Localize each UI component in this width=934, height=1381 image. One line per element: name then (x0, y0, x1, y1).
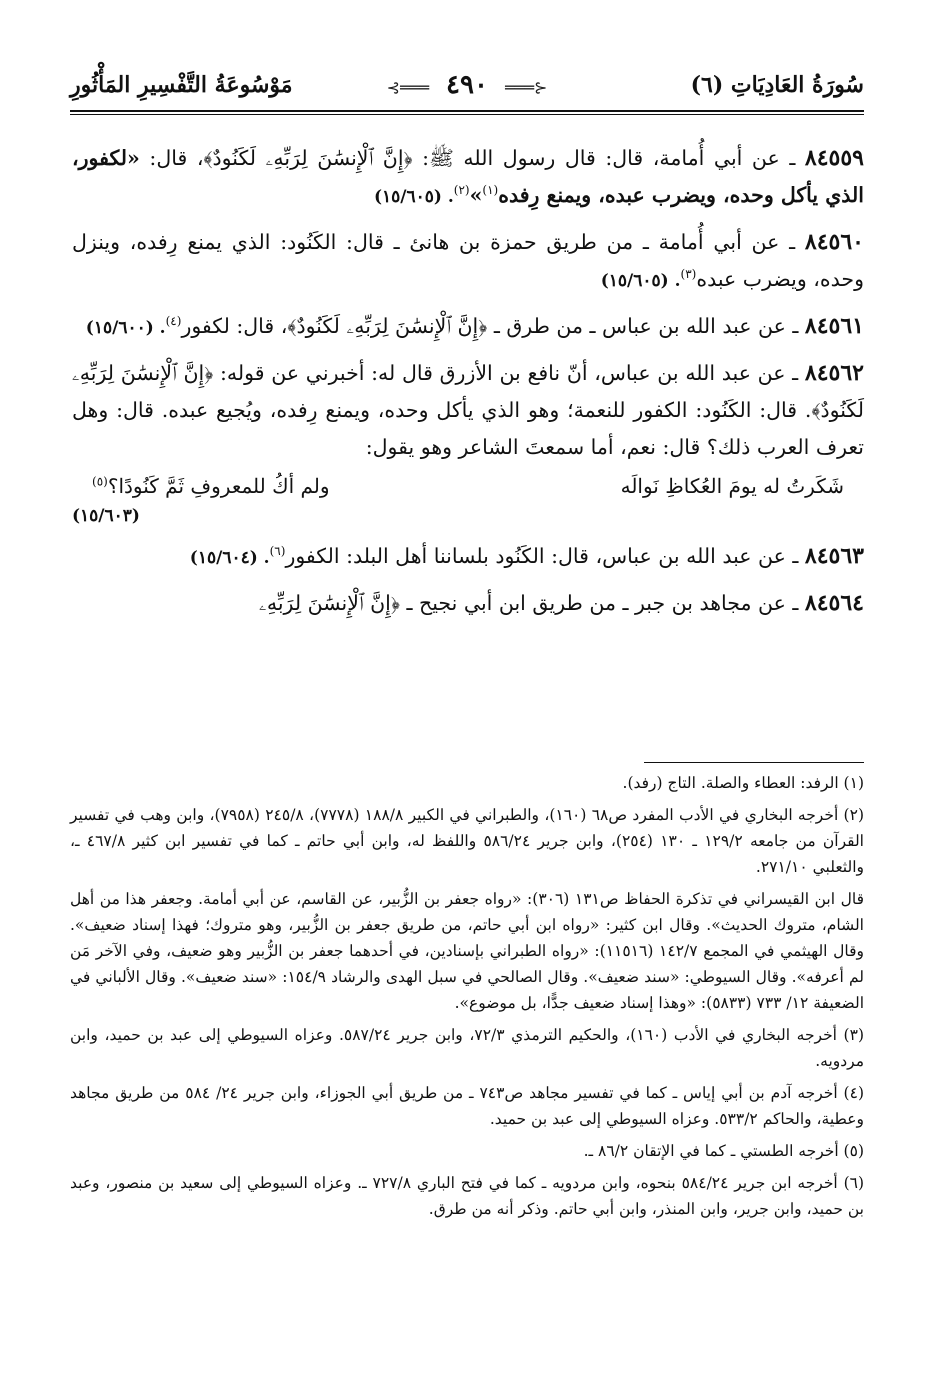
quran-verse: ﴿إِنَّ ٱلْإِنسَٰنَ لِرَبِّهِۦ (259, 591, 400, 615)
entry-text: ـ عن أبي أُمامة، قال: قال رسول الله ﷺ: (412, 146, 805, 170)
footnote-marker: (٥) (92, 474, 108, 489)
hadith-close: » (469, 183, 483, 207)
entry-number: ٨٤٥٦٠ (804, 229, 864, 255)
entry-text: ، قال: (139, 146, 204, 170)
volume-reference: . (١٥/٦٠٤) (189, 548, 270, 568)
entry-number: ٨٤٥٦٤ (804, 590, 864, 616)
footnote-separator (644, 762, 864, 763)
entry-text: ـ عن عبد الله بن عباس، أنّ نافع بن الأزرق قال له: أخبرني عن قوله: (213, 361, 805, 385)
volume-reference: . (١٥/٦٠٥) (600, 271, 681, 291)
footnote-3: (٣) أخرجه البخاري في الأدب (١٦٠)، والحكيم الترمذي ٧٢/٣، وابن جرير ٥٨٧/٢٤. وعزاه السيوطي إلى عبد بن حميد، وابن مردويه. (70, 1026, 864, 1070)
entry-text: ـ عن عبد الله بن عباس ـ من طرق ـ (487, 314, 805, 338)
footnote-2: (٢) أخرجه البخاري في الأدب المفرد ص٦٨ (١٦٠)، والطبراني في الكبير ١٨٨/٨ (٧٧٧٨)، ٢٤٥/٨ (٧٩٥٨)، وابن وهب في تفسير القرآن من جامعه ١٢٩/٢ ـ ١٣٠ (٢٥٤)، وابن جرير ٥٨٦/٢٤ واللفظ له، وابن أبي حاتم ـ كما في تفسير ابن كثير ٤٦٧/٨ ـ، والثعلبي ٢٧١/١٠. (70, 806, 864, 876)
entry-number: ٨٤٥٦٣ (804, 543, 864, 569)
poem-hemistich-left: ولم أكُ للمعروفِ ثَمَّ كَنُودًا؟ (107, 474, 330, 498)
footnote-4: (٤) أخرجه آدم بن أبي إياس ـ كما في تفسير مجاهد ص٧٤٣ ـ من طريق أبي الجوزاء، وابن جرير ٢٤/ ٥٨٤ من طريق مجاهد وعطية، والحاكم ٥٣٣/٢. وعزاه السيوطي إلى عبد بن حميد. (70, 1084, 864, 1128)
header-rule-thin (70, 114, 864, 115)
poem-hemistich-right: شَكَرتُ له يومَ العُكاظِ نَوالَه (620, 474, 844, 498)
quran-verse: ﴿إِنَّ ٱلْإِنسَٰنَ لِرَبِّهِۦ لَكَنُودٌ﴾ (287, 314, 488, 338)
quran-verse: ﴿إِنَّ ٱلْإِنسَٰنَ لِرَبِّهِۦ لَكَنُودٌ﴾ (203, 146, 413, 170)
entry-text: ـ عن عبد الله بن عباس، قال: الكَنُود بلساننا أهل البلد: الكفور (285, 544, 805, 568)
volume-reference: (١٥/٦٠٣) (72, 506, 140, 526)
page-number: ٤٩٠ (446, 70, 488, 100)
entry-84560 (72, 224, 864, 300)
volume-reference: . (١٥/٦٠٠) (85, 318, 166, 338)
footnote-2-comment: قال ابن القيسراني في تذكرة الحفاظ ص١٣١ (٣٠٦): «رواه جعفر بن الزُّبير، عن القاسم، عن أبي أمامة. وجعفر هذا من أهل الشام، متروك الحديث». وقال ابن كثير: «رواه ابن أبي حاتم، من طريق جعفر بن الزُّبير، وهو متروك؛ فهذا إسناد ضعيف». وقال الهيثمي في المجمع ١٤٢/٧ (١١٥١٦): «رواه الطبراني بإسنادين، في أحدهما جعفر بن الزُّبير وهو ضعيف، وفي الآخر مَن لم أعرفه». وقال السيوطي: «سند ضعيف». وقال الصالحي في سبل الهدى والرشاد ١٥٤/٩: «سند ضعيف». وقال الألباني في الضعيفة ١٢/ ٧٣٣ (٥٨٣٣): «وهذا إسناد ضعيف جدًّا، بل موضوع». (70, 890, 865, 1012)
footnote-6: (٦) أخرجه ابن جرير ٥٨٤/٢٤ بنحوه، وابن مردويه ـ كما في فتح الباري ٧٢٧/٨ ـ. وعزاه السيوطي إلى سعيد بن منصور، وعبد بن حميد، وابن جرير، وابن المنذر، وابن أبي حاتم. وذكر أنه من طرق. (70, 1174, 865, 1218)
footnote-marker: (١) (482, 183, 499, 198)
entry-84559 (72, 140, 864, 216)
entry-number: ٨٤٥٦١ (804, 313, 864, 339)
volume-reference: . (١٥/٦٠٥) (373, 187, 454, 207)
main-text (72, 140, 864, 630)
footnote-5: (٥) أخرجه الطستي ـ كما في الإتقان ٨٦/٢ ـ. (583, 1142, 864, 1160)
footnote-marker: (٤) (165, 314, 182, 329)
entry-84563 (72, 538, 864, 577)
entry-text: ، قال: لكفور (181, 314, 288, 338)
entry-text: ـ عن أبي أُمامة ـ من طريق حمزة بن هانئ ـ قال: الكَنُود: الذي يمنع رِفده، وينزل وحده، ويضرب عبده (72, 230, 864, 291)
poem-verse (92, 466, 844, 506)
quran-verse: ﴿إِنَّ ٱلْإِنسَٰنَ لِرَبِّهِۦ لَكَنُودٌ﴾ (72, 361, 864, 422)
ornament-icon: ⊰═══ (505, 78, 548, 97)
footnote-1: (١) الرفد: العطاء والصلة. التاج (رفد). (622, 774, 864, 792)
page-header (70, 66, 864, 116)
entry-84564 (72, 585, 864, 622)
footnote-marker: (٢) (453, 183, 470, 198)
hadith-text: «لكفور، الذي يأكل وحده، ويضرب عبده، ويمنع رِفده (72, 146, 864, 207)
entry-text: ـ عن مجاهد بن جبر ـ من طريق ابن أبي نجيح ـ (399, 591, 805, 615)
entry-84561 (72, 308, 864, 347)
footnotes (70, 770, 864, 1228)
book-title: مَوْسُوعَةُ التَّفْسِيرِ المَأْثُورِ (70, 72, 293, 98)
entry-number: ٨٤٥٦٢ (804, 360, 864, 386)
entry-text: . قال: الكَنُود: الكفور للنعمة؛ وهو الذي يأكل وحده، ويمنع رِفده، ويُجيع عبده. قال: وهل تعرف العرب ذلك؟ قال: نعم، أما سمعتَ الشاعر وهو يقول: (72, 398, 864, 459)
ornament-icon: ═══⊱ (386, 78, 429, 97)
header-rule (70, 110, 864, 112)
footnote-marker: (٦) (269, 544, 286, 559)
entry-number: ٨٤٥٥٩ (804, 145, 864, 171)
entry-84562 (72, 355, 864, 466)
surah-title: سُورَةُ العَادِيَاتِ (٦) (690, 72, 864, 98)
footnote-marker: (٣) (680, 267, 697, 282)
